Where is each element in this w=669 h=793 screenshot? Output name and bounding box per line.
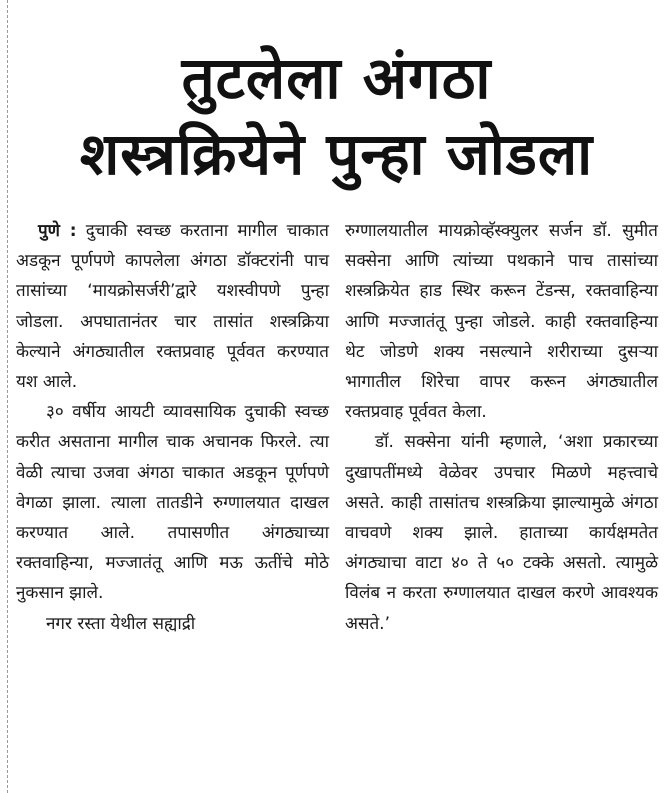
paragraph-text: दुचाकी स्वच्छ करताना मागील चाकात अडकून पूर्णपणे कापलेला अंगठा डॉक्टरांनी पाच तासांच्या ‘मायक्रोसर्जरी’द्वारे यशस्वीपणे पुन्हा जोडला. अपघातानंतर चार तासांत शस्त्रक्रिया केल्याने अंगठ्यातील रक्तप्रवाह पूर्ववत करण्यात यश आले. (16, 221, 329, 393)
paragraph (16, 216, 329, 397)
column-right (345, 216, 658, 639)
article-body (16, 216, 658, 639)
paragraph: रुग्णालयातील मायक्रोव्हॅस्क्युलर सर्जन डॉ. सुमीत सक्सेना आणि त्यांच्या पथकाने पाच तासांच्या शस्त्रक्रियेत हाड स्थिर करून टेंडन्स, रक्तवाहिन्या आणि मज्जातंतू पुन्हा जोडले. काही रक्तवाहिन्या थेट जोडणे शक्य नसल्याने शरीराच्या दुसऱ्या भागातील शिरेचा वापर करून अंगठ्यातील रक्तप्रवाह पूर्ववत केला. (345, 221, 658, 423)
dateline: पुणे : (38, 221, 77, 241)
paragraph: नगर रस्ता येथील सह्याद्री (46, 613, 196, 634)
column-rule (7, 0, 8, 793)
headline-line-1: तुटलेला अंगठा (181, 44, 492, 112)
paragraph: डॉ. सक्सेना यांनी म्हणाले, ‘अशा प्रकारच्या दुखापतींमध्ये वेळेवर उपचार मिळणे महत्त्वाचे असते. काही तासांतच शस्त्रक्रिया झाल्यामुळे अंगठा वाचवणे शक्य झाले. हाताच्या कार्यक्षमतेत अंगठ्याचा वाटा ४० ते ५० टक्के असतो. त्यामुळे विलंब न करता रुग्णालयात दाखल करणे आवश्यक असते.’ (345, 432, 658, 634)
headline-line-2: शस्त्रक्रियेने पुन्हा जोडला (79, 120, 594, 188)
headline (14, 40, 659, 192)
paragraph: ३० वर्षीय आयटी व्यावसायिक दुचाकी स्वच्छ करीत असताना मागील चाक अचानक फिरले. त्या वेळी त्याचा उजवा अंगठा चाकात अडकून पूर्णपणे वेगळा झाला. त्याला तातडीने रुग्णालयात दाखल करण्यात आले. तपासणीत अंगठ्याच्या रक्तवाहिन्या, मज्जातंतू आणि मऊ ऊतींचे मोठे नुकसान झाले. (16, 402, 329, 604)
column-left (16, 216, 329, 639)
